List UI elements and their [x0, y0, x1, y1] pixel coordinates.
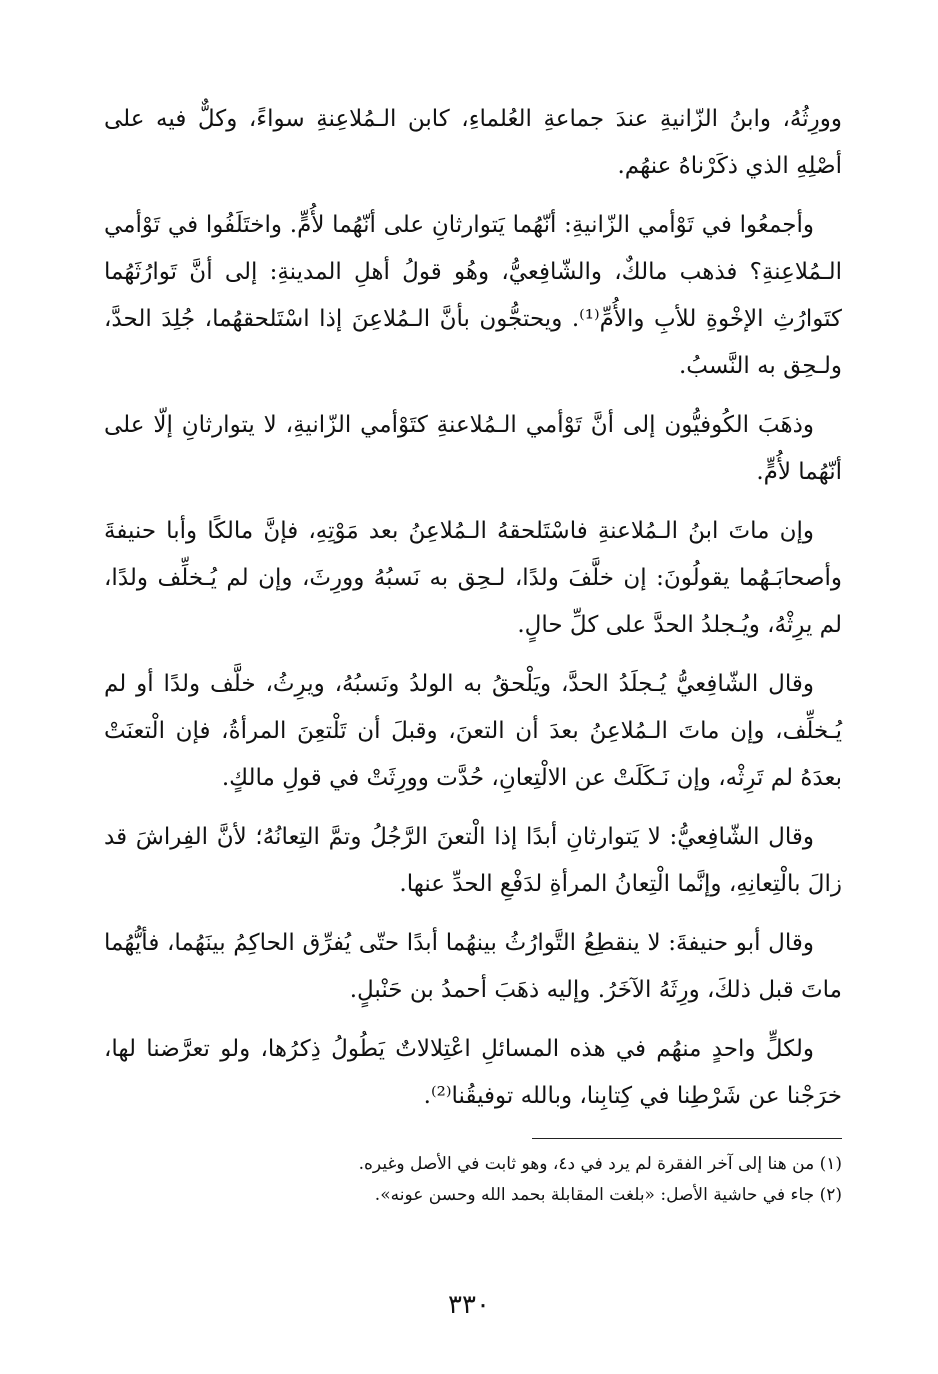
paragraph-1: وورِثُهُ، وابنُ الزّانيةِ عندَ جماعةِ العُلماءِ، كابن الـمُلاعِنةِ سواءً، وكلٌّ فيه على أصْلِهِ الذي ذكَرْناهُ عنهُم.: [104, 106, 842, 179]
footnote-2: (٢) جاء في حاشية الأصل: «بلغت المقابلة بحمد الله وحسن عونه».: [374, 1185, 842, 1205]
paragraph-6: وقال الشّافِعيُّ: لا يَتوارثانِ أبدًا إذا الْتعنَ الرَّجُلُ وتمَّ التِعانُهُ؛ لأنَّ الفِراشَ قد زالَ بالْتِعانِهِ، وإنَّما الْتِعانُ المرأةِ لدَفْعِ الحدِّ عنها.: [104, 824, 842, 897]
paragraph-4: وإن ماتَ ابنُ الـمُلاعنةِ فاسْتَلحقهُ الـمُلاعِنُ بعد مَوْتِهِ، فإنَّ مالكًا وأبا حنيفةَ وأصحابَـهُما يقولُونَ: إن خلَّفَ ولدًا، لـحِق به نَسبُهُ وورِثَ، وإن لم يُـخلِّف ولدًا، لم يرِثْهُ، ويُـجلدُ الحدَّ على كلِّ حالٍ.: [104, 518, 842, 638]
paragraph-3: وذهَبَ الكُوفيُّون إلى أنَّ تَوْأمي الـمُلاعنةِ كتَوْأمي الزّانيةِ، لا يتوارثانِ إلّا على أنّهُما لأُمٍّ.: [104, 412, 842, 485]
footnote-1: (١) من هنا إلى آخر الفقرة لم يرد في د٤، وهو ثابت في الأصل وغيره.: [358, 1154, 842, 1174]
paragraph-7: وقال أبو حنيفةَ: لا ينقطِعُ التَّوارُثُ بينهُما أبدًا حتّى يُفرِّق الحاكِمُ بينَهُما، فأيُّهُما ماتَ قبل ذلكَ، ورِثَهُ الآخَرُ. وإليه ذهَبَ أحمدُ بن حَنْبلٍ.: [104, 930, 842, 1003]
main-text: [104, 96, 842, 1211]
paragraph-8: ولكلٍّ واحدٍ منهُم في هذه المسائلِ اعْتِلالاتٌ يَطُولُ ذِكرُها، ولو تعرَّضنا لها، خرَجْنا عن شَرْطِنا في كِتابِنا، وبالله توفيقُنا⁽²⁾.: [104, 1036, 842, 1109]
footnotes: [104, 1149, 842, 1211]
footnote-divider: [532, 1138, 842, 1139]
paragraph-5: وقال الشّافِعيُّ يُـجلَدُ الحدَّ، ويَلْحقُ به الولدُ ونَسبُهُ، ويرِثُ، خلَّف ولدًا أو لم يُـخلِّف، وإن ماتَ الـمُلاعِنُ بعدَ أن التعنَ، وقبلَ أن تَلْتعِنَ المرأةُ، فإن الْتعنَتْ بعدَهُ لم تَرِثْه، وإن نَـكَلَتْ عن الالْتِعانِ، حُدَّت وورِثَتْ في قولِ مالكٍ.: [104, 671, 842, 791]
paragraph-2: وأجمعُوا في تَوْأمي الزّانيةِ: أنّهُما يَتوارثانِ على أنّهُما لأُمٍّ. واختَلَفُوا في تَوْأمي الـمُلاعِنةِ؟ فذهب مالكٌ، والشّافِعيُّ، وهُو قولُ أهلِ المدينةِ: إلى أنَّ تَوارُثَهُما كتَوارُثِ الإخْوةِ للأبِ والأُمِّ⁽¹⁾. ويحتجُّون بأنَّ الـمُلاعِنَ إذا اسْتَلحقهُما، جُلِدَ الحدَّ، ولـحِق به النَّسبُ.: [104, 212, 842, 379]
page-number: ٣٣٠: [448, 1290, 490, 1320]
